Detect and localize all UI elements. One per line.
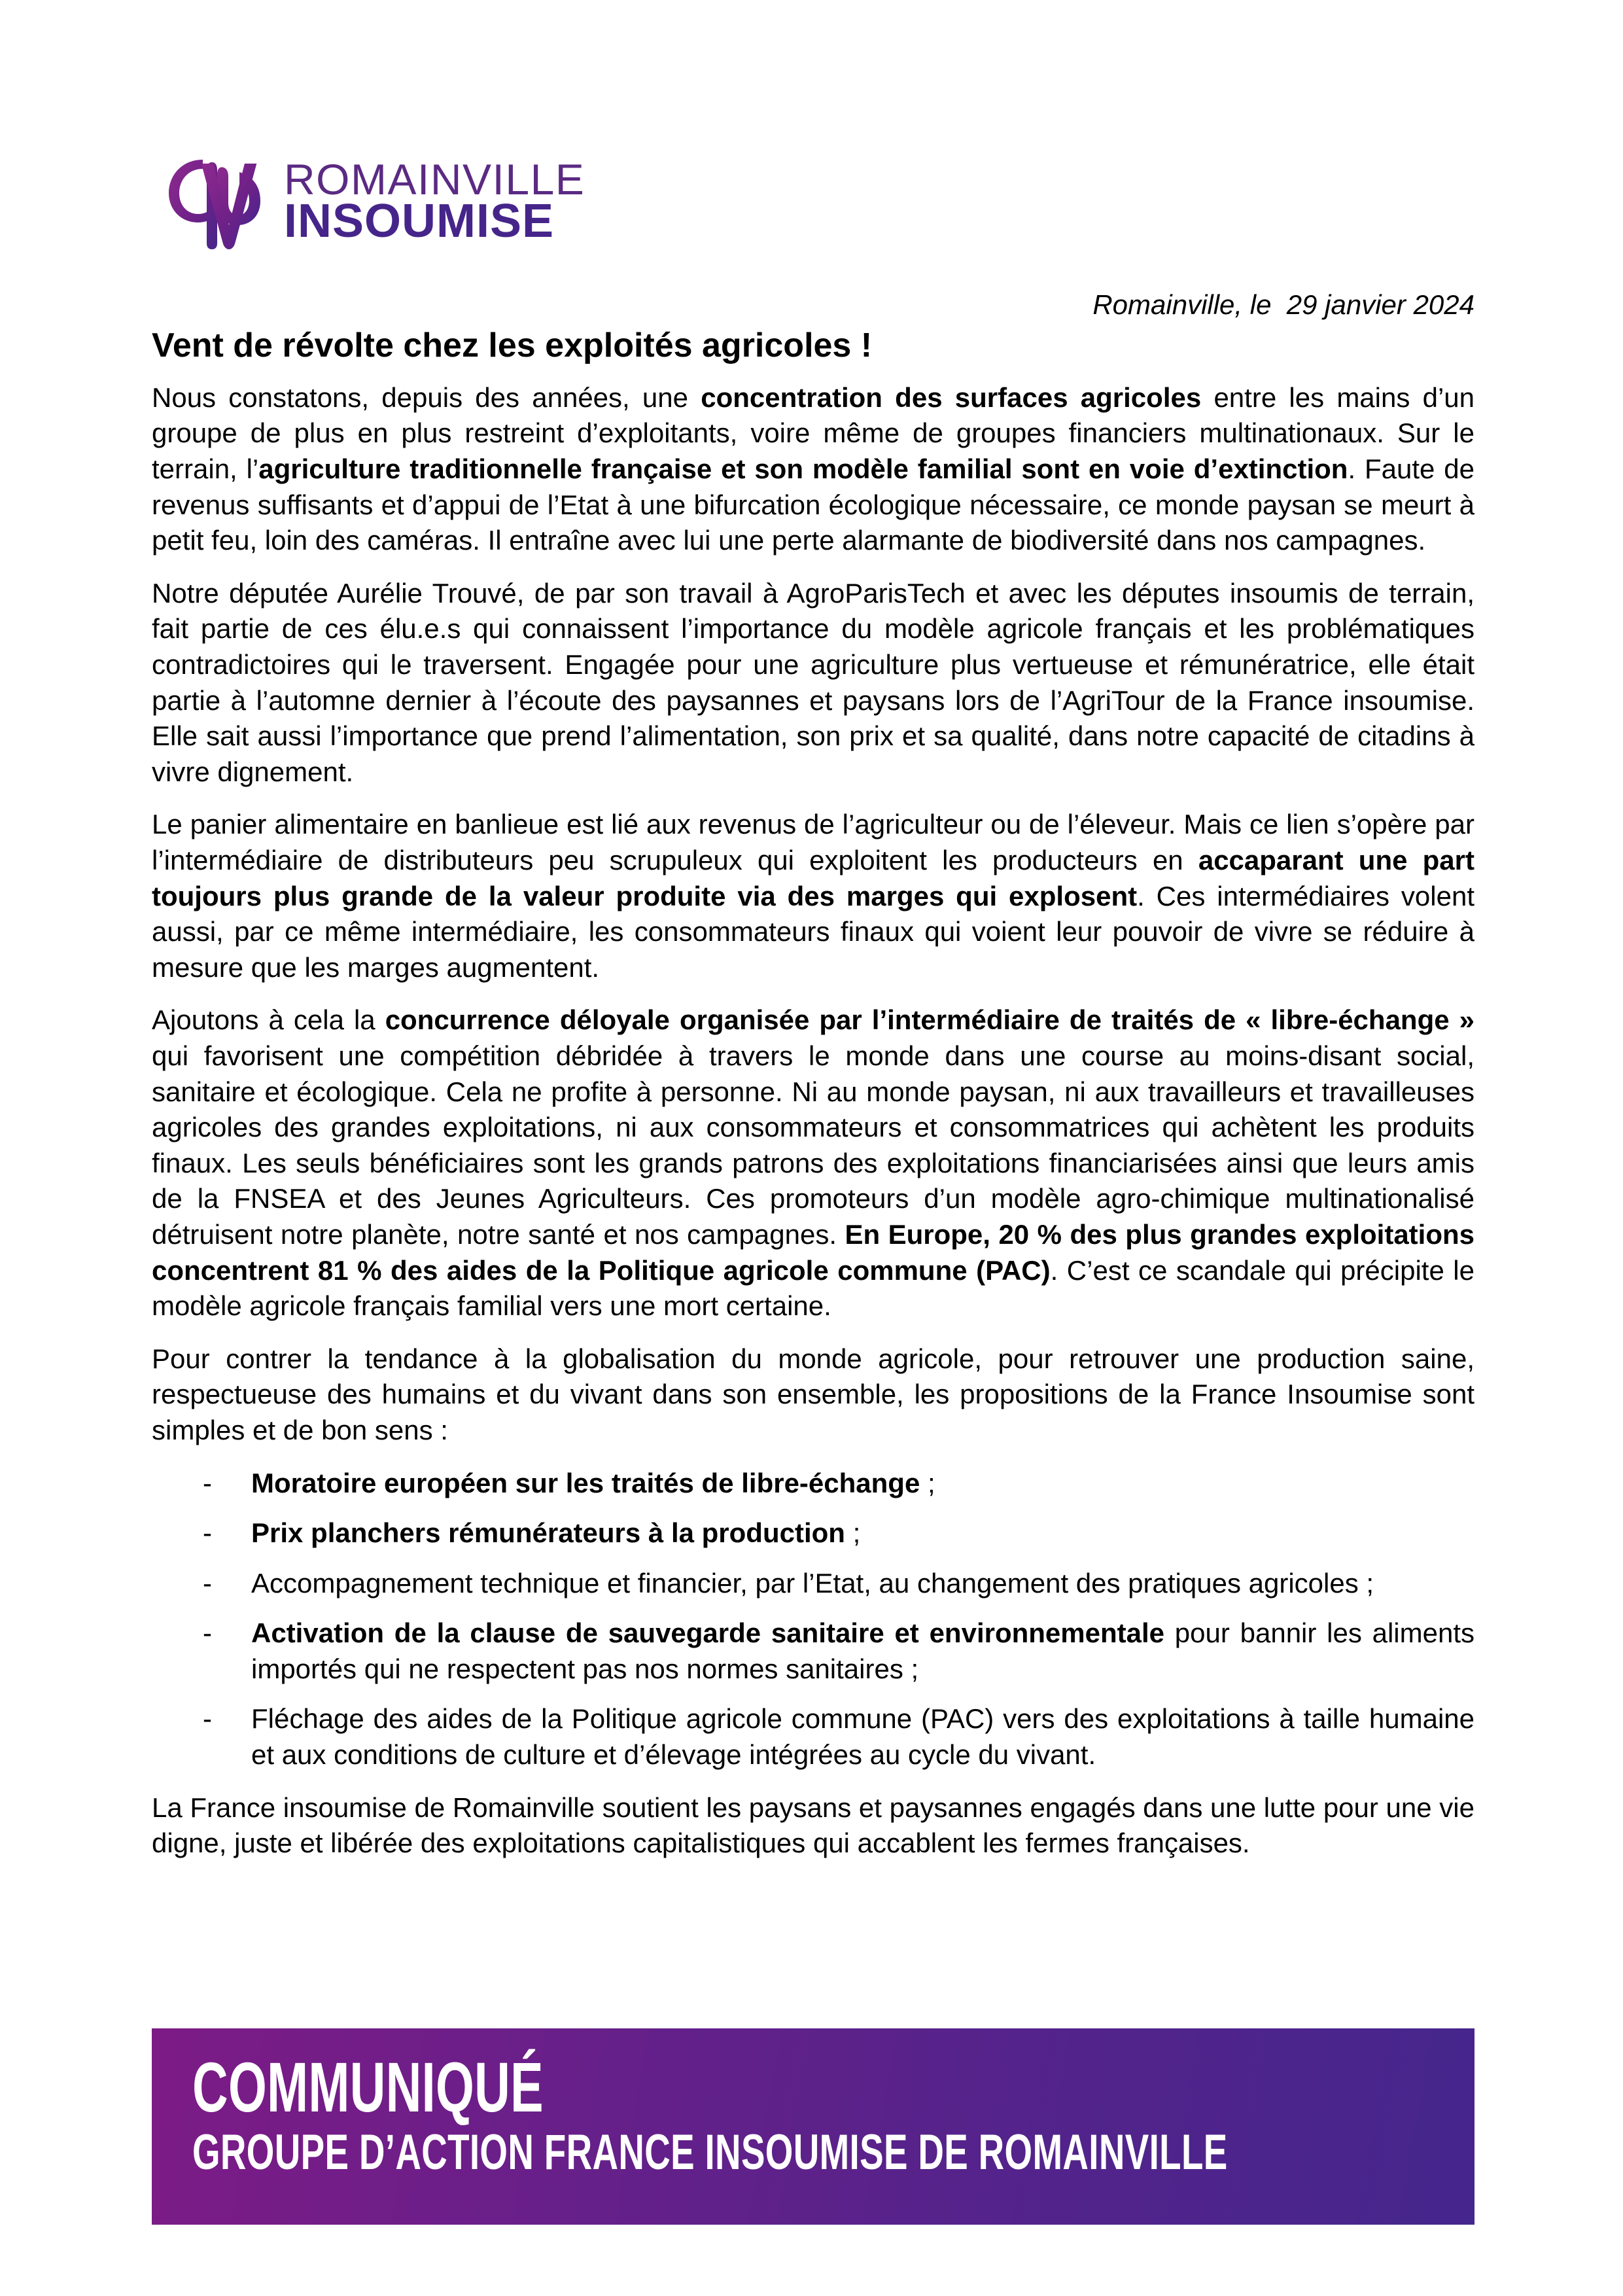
- dateline: Romainville, le 29 janvier 2024: [1092, 289, 1475, 320]
- p1-bold-1: concentration des surfaces agricoles: [701, 381, 1202, 413]
- p3-bold: accaparant une part toujours plus grande de la valeur produite via des marges qui explosent: [152, 845, 1475, 911]
- proposal-bold: Moratoire européen sur les traités de libre-échange: [251, 1467, 920, 1498]
- logo-line-insoumise: INSOUMISE: [284, 195, 555, 248]
- p4-bold-1: concurrence déloyale organisée par l’intermédiaire de traités de « libre-échange »: [385, 1004, 1475, 1036]
- proposals-list: [152, 1466, 1475, 1773]
- proposal-bold: Prix planchers rémunérateurs à la production: [251, 1517, 845, 1549]
- paragraph-6: La France insoumise de Romainville soutient les paysans et paysannes engagés dans une lutte pour une vie digne, juste et libérée des exploitations capitalistiques qui accablent les fermes françaises.: [152, 1792, 1475, 1859]
- logo-wordmark: [284, 154, 585, 248]
- paragraph-4: [152, 1002, 1475, 1324]
- proposal-rest: ;: [920, 1467, 935, 1498]
- p4-text-c: qui favorisent une compétition débridée à travers le monde dans une course au moins-disant social, sanitaire et écologique. Cela ne profite à personne. Ni au monde paysan, ni aux travailleurs et travailleuses agricoles des grandes exploitations, ni aux consommateurs et consommatrices qui achètent les produits finaux. Les seuls bénéficiaires sont les grands patrons des exploitations financiarisées ainsi que leurs amis de la FNSEA et des Jeunes Agriculteurs. Ces promoteurs d’un modèle agro-chimique multinationalisé détruisent notre planète, notre santé et nos campagnes.: [152, 1040, 1475, 1250]
- banner-subtitle: GROUPE D’ACTION FRANCE INSOUMISE DE ROMAINVILLE: [192, 2125, 1228, 2180]
- list-item: [152, 1566, 1475, 1602]
- paragraph-2: Notre députée Aurélie Trouvé, de par son travail à AgroParisTech et avec les députes insoumis de terrain, fait partie de ces élu.e.s qui connaissent l’importance du modèle agricole français et les problématiques contradictoires qui le traversent. Engagée pour une agriculture plus vertueuse et rémunératrice, elle était partie à l’automne dernier à l’écoute des paysannes et paysans lors de l’AgriTour de la France insoumise. Elle sait aussi l’importance que prend l’alimentation, son prix et sa qualité, dans notre capacité de citadins à vivre dignement.: [152, 577, 1475, 787]
- list-item: [152, 1515, 1475, 1551]
- list-item: [152, 1466, 1475, 1502]
- p4-text-d: . C’est ce scandale qui précipite le modèle agricole français familial vers une mort certaine.: [152, 1254, 1475, 1322]
- logo-line-romainville: ROMAINVILLE: [284, 154, 585, 203]
- p1-text-d: . Faute de revenus suffisants et d’appui de l’Etat à une bifurcation écologique nécessaire, ce monde paysan se meurt à petit feu, loin des caméras. Il entraîne avec lui une perte alarmante de biodiversité dans nos campagnes.: [152, 453, 1475, 556]
- paragraph-5: Pour contrer la tendance à la globalisation du monde agricole, pour retrouver une production saine, respectueuse des humains et du vivant dans son ensemble, les propositions de la France Insoumise sont simples et de bon sens :: [152, 1343, 1475, 1445]
- p4-bold-2: En Europe, 20 % des plus grandes exploitations concentrent 81 % des aides de la Politique agricole commune (PAC): [152, 1218, 1475, 1286]
- list-item: [152, 1616, 1475, 1687]
- proposal-rest: pour bannir les aliments importés qui ne respectent pas nos normes sanitaires ;: [251, 1617, 1475, 1684]
- list-item: [152, 1701, 1475, 1773]
- p3-text-a: Le panier alimentaire en banlieue est lié aux revenus de l’agriculteur ou de l’éleveur. Mais ce lien s’opère par l’intermédiaire de distributeurs peu scrupuleux qui exploitent les producteurs en: [152, 809, 1475, 876]
- p1-bold-2: agriculture traditionnelle française et son modèle familial sont en voie d’extinction: [258, 453, 1348, 485]
- communique-banner: [152, 2028, 1475, 2225]
- document-body: [152, 288, 1475, 1879]
- p4-text-a: Ajoutons à cela la: [152, 1004, 385, 1036]
- proposal-rest: Fléchage des aides de la Politique agricole commune (PAC) vers des exploitations à taille humaine et aux conditions de culture et d’élevage intégrées au cycle du vivant.: [251, 1703, 1475, 1771]
- phi-v-monogram-icon: [162, 152, 272, 251]
- paragraph-3: [152, 807, 1475, 985]
- p1-text-c: entre les mains d’un groupe de plus en plus restreint d’exploitants, voire même de groupes financiers multinationaux. Sur le terrain, l’: [152, 381, 1475, 485]
- organization-logo: [162, 152, 585, 251]
- page-title: Vent de révolte chez les exploités agricoles !: [152, 326, 873, 364]
- paragraph-1: [152, 380, 1475, 559]
- proposal-bold: Activation de la clause de sauvegarde sanitaire et environnementale: [251, 1617, 1165, 1649]
- banner-title: COMMUNIQUÉ: [192, 2047, 544, 2127]
- p1-text-a: Nous constatons, depuis des années, une: [152, 381, 701, 413]
- proposal-rest: ;: [845, 1517, 861, 1549]
- proposal-rest: Accompagnement technique et financier, par l’Etat, au changement des pratiques agricoles ;: [251, 1567, 1374, 1598]
- p3-text-c: . Ces intermédiaires volent aussi, par ce même intermédiaire, les consommateurs finaux qui voient leur pouvoir de vivre se réduire à mesure que les marges augmentent.: [152, 880, 1475, 983]
